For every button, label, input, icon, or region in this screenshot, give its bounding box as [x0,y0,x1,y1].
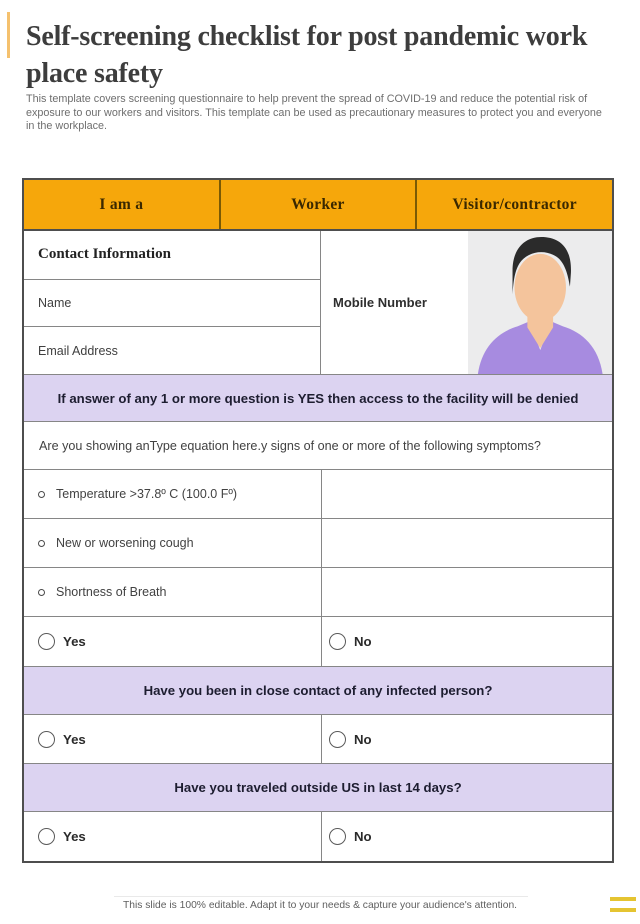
footer-note: This slide is 100% editable. Adapt it to your needs & capture your audience's attention. [122,900,518,911]
contact-information-heading: Contact Information [38,246,171,263]
empty-answer-cell [322,568,612,616]
symptom-row-cough [24,518,612,567]
no-radio[interactable] [329,731,346,748]
left-accent-bar [7,12,10,58]
no-label: No [354,731,372,747]
yes-option[interactable] [24,715,322,763]
empty-answer-cell [322,519,612,567]
header-cell-visitor-contractor: Visitor/contractor [415,180,612,229]
yes-radio[interactable] [38,633,55,650]
page-description: This template covers screening questionnaire to help prevent the spread of COVID-19 and reduce the potential risk of exposure to our workers and visitors. This template can be used as precautionary measures to protect you and everyone in the workplace. [26,93,602,133]
contact-left-column [24,231,321,374]
screening-table [22,178,614,863]
access-denied-banner: If answer of any 1 or more question is YES then access to the facility will be denied [24,374,612,421]
symptom-cell [24,519,322,567]
no-option[interactable] [322,812,612,861]
no-label: No [354,829,372,844]
yes-label: Yes [63,731,86,747]
symptom-question: Are you showing anType equation here.y signs of one or more of the following symptoms? [24,421,612,469]
symptom-label: Shortness of Breath [56,585,167,599]
email-address-field[interactable]: Email Address [24,326,320,374]
corner-accent-dash [610,908,636,912]
travel-question-banner: Have you traveled outside US in last 14 days? [24,763,612,811]
header-cell-worker: Worker [219,180,416,229]
symptom-row-breath [24,567,612,616]
yes-radio[interactable] [38,828,55,845]
circle-bullet-icon [38,491,45,498]
travel-yes-no-row [24,811,612,861]
no-label: No [354,634,372,649]
symptom-cell [24,568,322,616]
symptom-label: New or worsening cough [56,536,194,550]
header-cell-i-am-a: I am a [99,195,144,213]
close-contact-yes-no-row [24,714,612,763]
page-title: Self-screening checklist for post pandemic work place safety [26,21,588,89]
person-avatar-illustration [468,231,612,374]
circle-bullet-icon [38,540,45,547]
symptoms-yes-no-row [24,616,612,666]
symptom-label: Temperature >37.8º C (100.0 Fº) [56,487,238,501]
footer-divider [114,896,528,897]
no-option[interactable] [322,715,612,763]
mobile-number-field[interactable]: Mobile Number [332,295,427,310]
yes-option[interactable] [24,617,322,666]
symptom-row-temperature [24,469,612,518]
yes-label: Yes [63,829,86,844]
yes-label: Yes [63,634,86,649]
person-avatar [468,231,612,374]
yes-option[interactable] [24,812,322,861]
symptom-cell [24,470,322,518]
circle-bullet-icon [38,589,45,596]
no-radio[interactable] [329,633,346,650]
contact-information-section [24,229,612,374]
table-header-row [24,180,612,229]
empty-answer-cell [322,470,612,518]
yes-radio[interactable] [38,731,55,748]
name-field[interactable]: Name [24,279,320,327]
no-option[interactable] [322,617,612,666]
corner-accent-dash [610,897,636,901]
no-radio[interactable] [329,828,346,845]
close-contact-question-banner: Have you been in close contact of any infected person? [24,666,612,714]
